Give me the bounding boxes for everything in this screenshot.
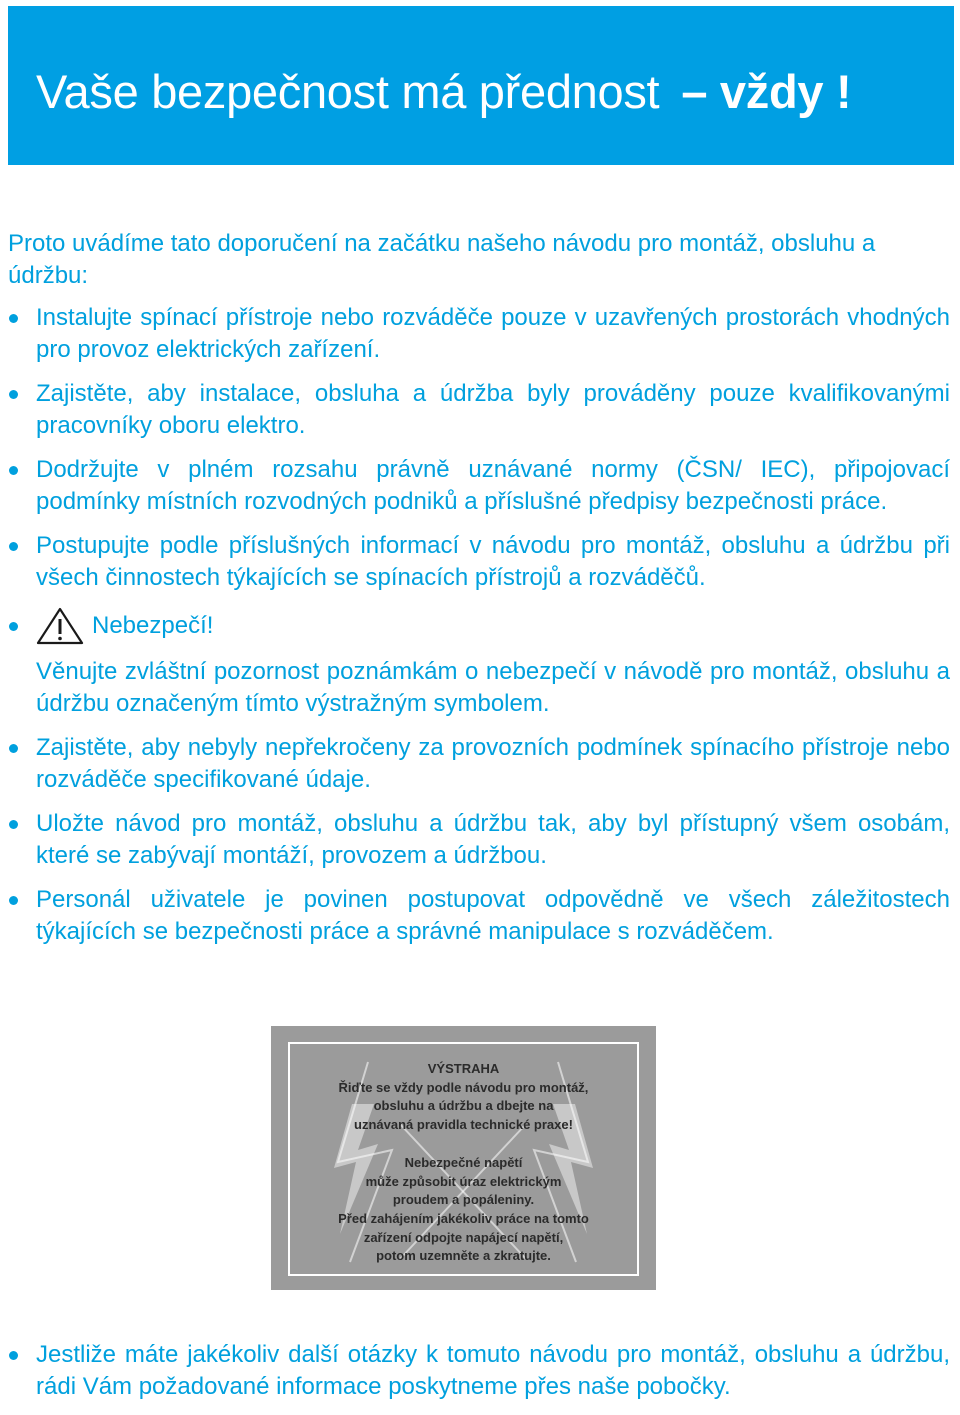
- bullet-icon: [9, 466, 18, 475]
- bullet-icon: [9, 622, 18, 631]
- page-title: [36, 64, 851, 119]
- warning-label-frame: [288, 1042, 639, 1276]
- danger-item: [8, 606, 950, 720]
- safety-list: [8, 302, 950, 948]
- danger-label: Nebezpečí!: [92, 612, 214, 639]
- bullet-icon: [9, 820, 18, 829]
- danger-heading: [36, 606, 950, 646]
- title-emphasis: – vždy !: [681, 65, 852, 118]
- intro-text: Proto uvádíme tato doporučení na začátku našeho návodu pro montáž, obsluhu a údržbu:: [8, 230, 876, 289]
- safety-content: [8, 228, 950, 960]
- warning-triangle-icon: [36, 607, 84, 645]
- footer-list: [8, 1339, 950, 1403]
- danger-note: Věnujte zvláštní pozornost poznámkám o nebezpečí v návodě pro montáž, obsluhu a údržbu označeným tímto výstražným symbolem.: [36, 658, 950, 717]
- list-item: Personál uživatele je povinen postupovat odpovědně ve všech záležitostech týkajících se bezpečnosti práce a správné manipulace s rozváděčem.: [8, 884, 950, 948]
- bullet-icon: [9, 314, 18, 323]
- header-banner: [8, 6, 954, 165]
- bullet-icon: [9, 1351, 18, 1360]
- bullet-icon: [9, 744, 18, 753]
- bullet-icon: [9, 896, 18, 905]
- warning-label: [271, 1026, 656, 1290]
- list-item: Zajistěte, aby instalace, obsluha a údržba byly prováděny pouze kvalifikovanými pracovníky oboru elektro.: [8, 378, 950, 442]
- list-item: Postupujte podle příslušných informací v návodu pro montáž, obsluhu a údržbu při všech činnostech týkajících se spínacích přístrojů a rozváděčů.: [8, 530, 950, 594]
- list-item: Instalujte spínací přístroje nebo rozváděče pouze v uzavřených prostorách vhodných pro provoz elektrických zařízení.: [8, 302, 950, 366]
- list-item: Uložte návod pro montáž, obsluhu a údržbu tak, aby byl přístupný všem osobám, které se zabývají montáží, provozem a údržbou.: [8, 808, 950, 872]
- warning-text: VÝSTRAHA Řiďte se vždy podle návodu pro montáž, obsluhu a údržbu a dbejte na uznávaná pravidla technické praxe! Nebezpečné napětí může způsobit úraz elektrickým proudem a popáleniny. Před zahájením jakékoliv práce na tomto zařízení odpojte napájecí napětí, potom uzemněte a zkratujte.: [338, 1061, 589, 1264]
- title-text: Vaše bezpečnost má přednost: [36, 65, 660, 118]
- list-item: Dodržujte v plném rozsahu právně uznávané normy (ČSN/ IEC), připojovací podmínky místních rozvodných podniků a příslušné předpisy bezpečnosti práce.: [8, 454, 950, 518]
- bullet-icon: [9, 390, 18, 399]
- list-item: Zajistěte, aby nebyly nepřekročeny za provozních podmínek spínacího přístroje nebo rozváděče specifikované údaje.: [8, 732, 950, 796]
- bullet-icon: [9, 542, 18, 551]
- list-item: Jestliže máte jakékoliv další otázky k tomuto návodu pro montáž, obsluhu a údržbu, rádi Vám požadované informace poskytneme přes naše pobočky.: [8, 1339, 950, 1403]
- footer-section: [8, 1339, 950, 1415]
